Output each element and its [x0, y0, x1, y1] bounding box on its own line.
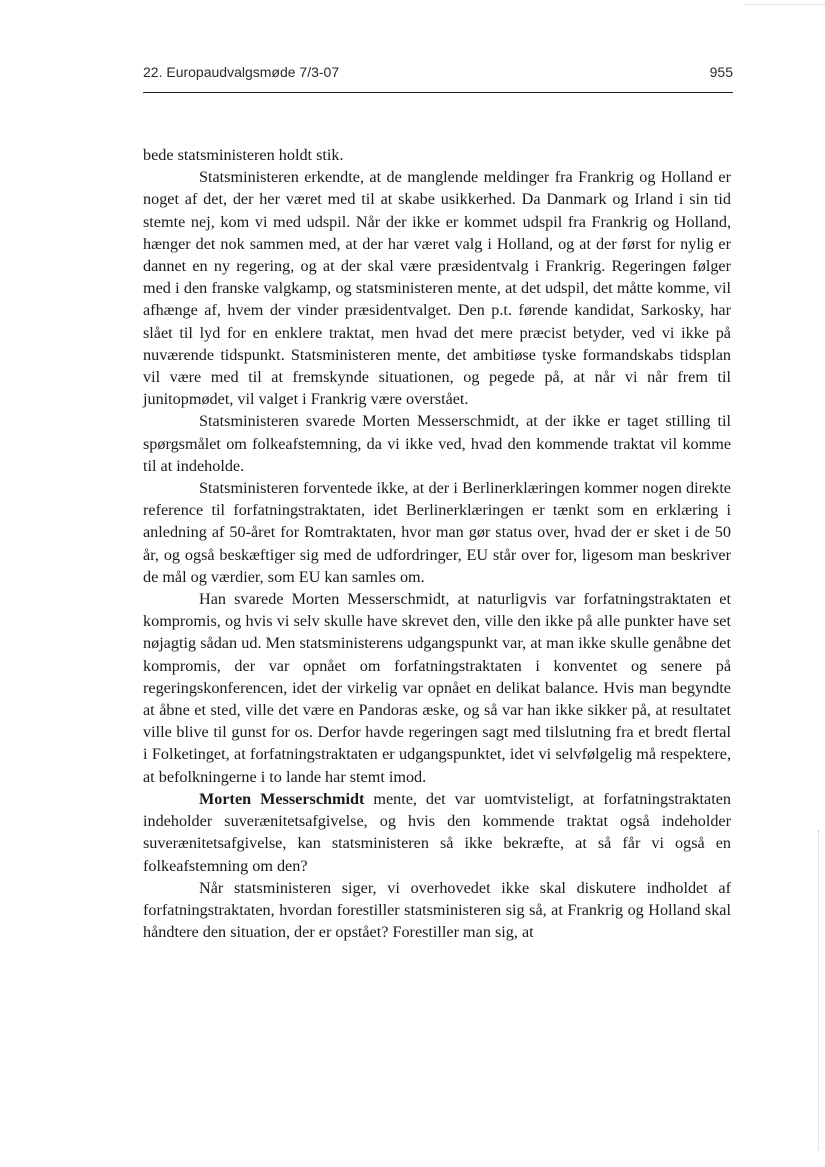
paragraph-speaker [143, 788, 731, 877]
document-body [143, 144, 731, 943]
page-number: 955 [709, 64, 733, 80]
speaker-text: mente, det var uomtvisteligt, at forfatningstraktaten indeholder suverænitetsafgivelse, og hvis den kommende traktat også indeholder suverænitetsafgivelse, kan statsministeren så ikke bekræfte, at så får vi også en folkeafstemning om den? [143, 789, 731, 875]
speaker-name: Morten Messerschmidt [199, 789, 365, 808]
running-header [143, 64, 733, 88]
paragraph: Statsministeren forventede ikke, at der i Berlinerklæringen kommer nogen direkte reference til forfatningstraktaten, idet Berlinerklæringen er tænkt som en erklæring i anledning af 50-året for Romtraktaten, hvor man gør status over, hvad der er sket i de 50 år, og også beskæftiger sig med de udfordringer, EU står over for, ligesom man beskriver de mål og værdier, som EU kan samles om. [143, 479, 731, 586]
paragraph: Statsministeren svarede Morten Messerschmidt, at der ikke er taget stilling til spørgsmålet om folkeafstemning, da vi ikke ved, hvad den kommende traktat vil komme til at indeholde. [143, 412, 731, 475]
paragraph: Han svarede Morten Messerschmidt, at naturligvis var forfatningstraktaten et kompromis, og hvis vi selv skulle have skrevet den, ville den ikke på alle punkter have set nøjagtig sådan ud. Men statsministerens udgangspunkt var, at man ikke skulle genåbne det kompromis, der var opnået om forfatningstraktaten i konventet og senere på regeringskonferencen, idet der virkelig var opnået en delikat balance. Hvis man begyndte at åbne et sted, ville det være en Pandoras æske, og så var han ikke sikker på, at resultatet ville blive til gunst for os. Derfor havde regeringen sagt med tilslutning fra et bredt flertal i Folketinget, at forfatningstraktaten er udgangspunktet, idet vi selvfølgelig må respektere, at befolkningerne i to lande har stemt imod. [143, 590, 731, 786]
paragraph: Statsministeren erkendte, at de manglende meldinger fra Frankrig og Holland er noget af det, der her været med til at skabe usikkerhed. Da Danmark og Irland i sin tid stemte nej, kom vi med udspil. Når der ikke er kommet udspil fra Frankrig og Holland, hænger det nok sammen med, at der har været valg i Holland, og at der først for nylig er dannet en ny regering, og at der skal være præsidentvalg i Frankrig. Regeringen følger med i den franske valgkamp, og statsministeren mente, at det udspil, det måtte komme, vil afhænge af, hvem der vinder præsidentvalget. Den p.t. førende kandidat, Sarkosky, har slået til lyd for en enklere traktat, men hvad det mere præcist betyder, ved vi ikke på nuværende tidspunkt. Statsministeren mente, det ambitiøse tyske formandskabs tidsplan vil være med til at fremskynde situationen, og pegede på, at når vi når frem til junitopmødet, vil valget i Frankrig være overstået. [143, 168, 731, 409]
paragraph: Når statsministeren siger, vi overhovedet ikke skal diskutere indholdet af forfatningstraktaten, hvordan forestiller statsministeren sig så, at Frankrig og Holland skal håndtere den situation, der er opstået? Forestiller man sig, at [143, 878, 731, 942]
header-title: 22. Europaudvalgsmøde 7/3-07 [143, 64, 340, 80]
scan-edge-mark [817, 830, 819, 1150]
scan-edge-mark [745, 4, 825, 5]
header-rule [143, 92, 733, 93]
paragraph-continuation: bede statsministeren holdt stik. [143, 146, 344, 164]
